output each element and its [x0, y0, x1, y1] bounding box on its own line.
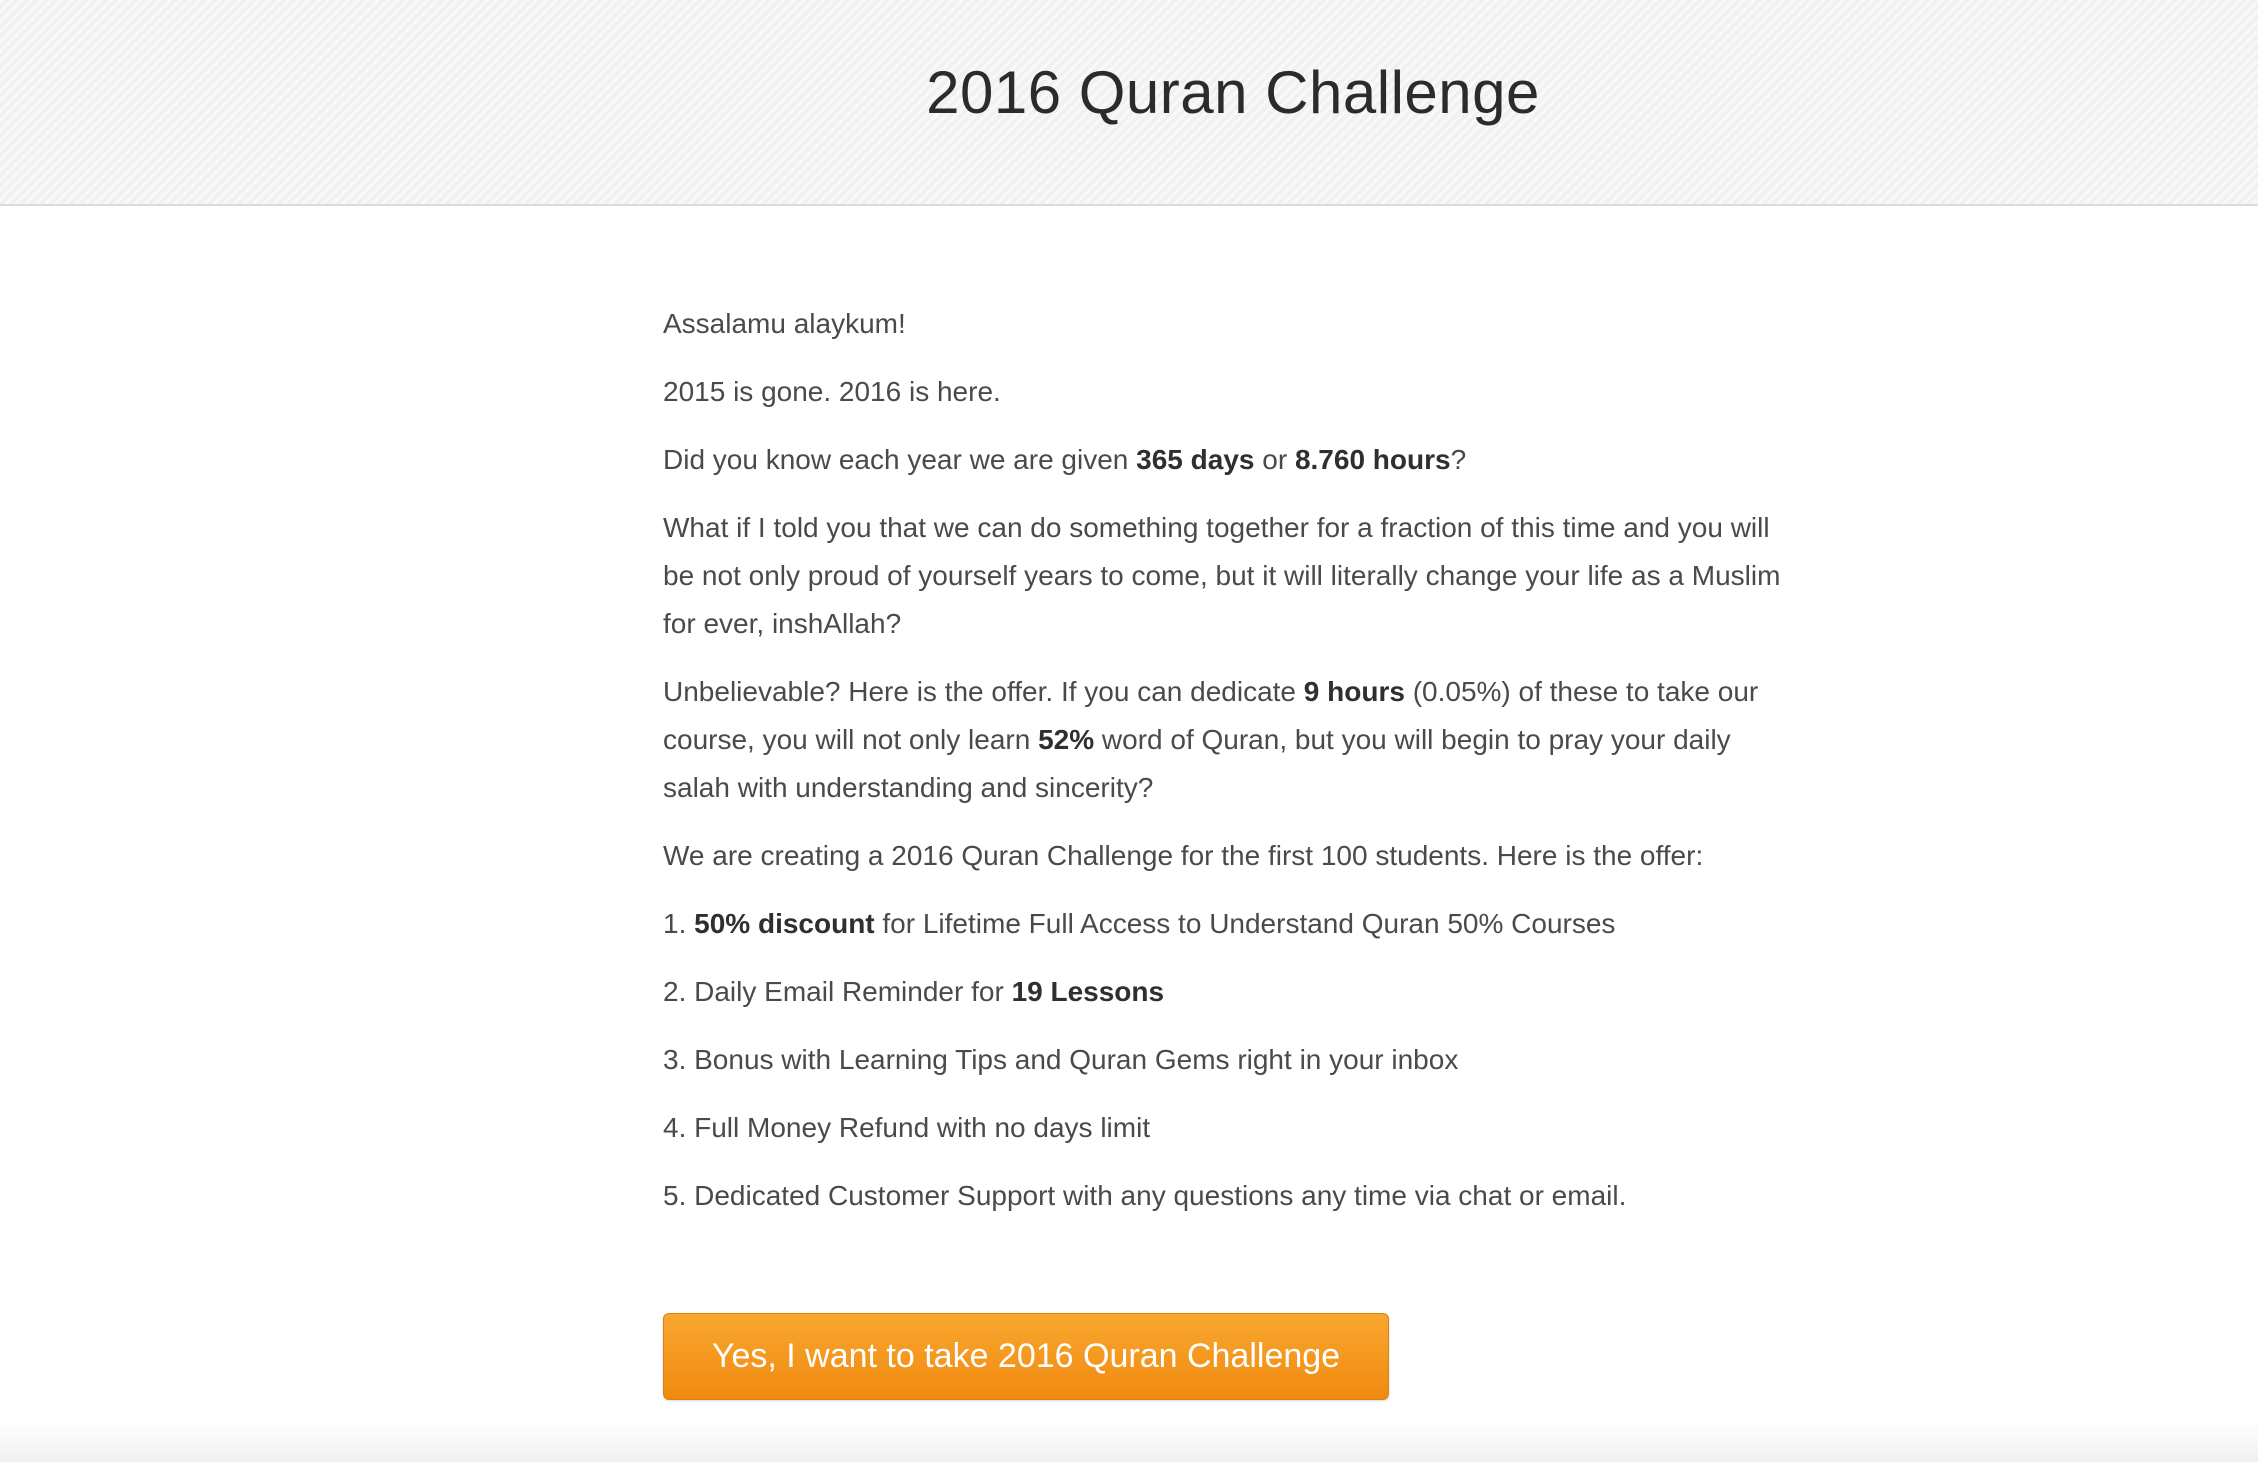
percent-highlight: 52% — [1038, 724, 1095, 755]
main-content — [663, 300, 1803, 1240]
time-question-paragraph: Did you know each year we are given 365 days or 8.760 hours? — [663, 444, 1467, 475]
page-header — [0, 0, 2258, 206]
take-challenge-button[interactable]: Yes, I want to take 2016 Quran Challenge — [663, 1313, 1389, 1400]
discount-highlight: 50% discount — [694, 908, 875, 939]
offer-item-4: 4. Full Money Refund with no days limit — [663, 1112, 1151, 1143]
hours-highlight: 9 hours — [1303, 676, 1405, 707]
days-count: 365 days — [1136, 444, 1255, 475]
offer-item-2: 2. Daily Email Reminder for 19 Lessons — [663, 976, 1165, 1007]
pitch-paragraph: What if I told you that we can do something together for a fraction of this time and you will be not only proud of yourself years to come, but it will literally change your life as a Muslim for ever, inshAllah? — [663, 512, 1781, 639]
hours-count: 8.760 hours — [1294, 444, 1451, 475]
challenge-paragraph: We are creating a 2016 Quran Challenge for the first 100 students. Here is the offer: — [663, 840, 1704, 871]
bottom-shadow — [0, 1420, 2258, 1462]
year-intro-text: 2015 is gone. 2016 is here. — [663, 376, 1001, 407]
offer-intro-paragraph: Unbelievable? Here is the offer. If you can dedicate 9 hours (0.05%) of these to take our course, you will not only learn 52% word of Quran, but you will begin to pray your daily salah with understanding and sincerity? — [663, 676, 1759, 803]
page-title: 2016 Quran Challenge — [926, 59, 1540, 126]
offer-item-3: 3. Bonus with Learning Tips and Quran Gems right in your inbox — [663, 1044, 1459, 1075]
lessons-highlight: 19 Lessons — [1011, 976, 1165, 1007]
offer-item-5: 5. Dedicated Customer Support with any questions any time via chat or email. — [663, 1180, 1627, 1211]
offer-item-1: 1. 50% discount for Lifetime Full Access to Understand Quran 50% Courses — [663, 908, 1616, 939]
greeting-text: Assalamu alaykum! — [663, 308, 906, 339]
